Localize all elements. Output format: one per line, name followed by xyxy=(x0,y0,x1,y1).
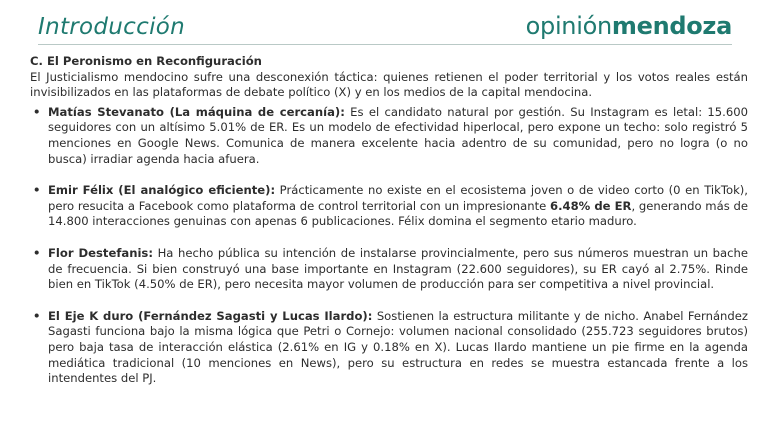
slide-content xyxy=(30,54,748,387)
logo-bold-text: mendoza xyxy=(611,12,732,40)
list-item-eje-k xyxy=(30,309,748,387)
item-text: Prácticamente no existe en el ecosistema joven o de video corto (0 en TikTok), pero resucita a Facebook como plataforma de control territorial con un impresionante xyxy=(48,183,748,213)
list-item-felix xyxy=(30,183,748,230)
item-name: El Eje K duro (Fernández Sagasti y Lucas Ilardo): xyxy=(48,308,373,323)
section-heading: C. El Peronismo en Reconfiguración xyxy=(30,54,262,68)
item-text: Sostienen la estructura militante y de nicho. Anabel Fernández Sagasti funciona bajo la misma lógica que Petri o Cornejo: volumen nacional consolidado (255.723 seguidores brutos) pero baja tasa de interacción elástica (2.61% en IG y 0.18% en X). Lucas Ilardo mantiene un pie firme en la agenda mediática tradicional (10 menciones en News), pero su estructura en redes se muestra estancada frente a los intendentes del PJ. xyxy=(48,308,748,386)
item-text-after: , generando más de 14.800 interacciones genuinas con apenas 6 publicaciones. Félix domina el segmento etario maduro. xyxy=(48,198,748,229)
list-item-stevanato xyxy=(30,105,748,167)
slide-title: Introducción xyxy=(38,14,186,40)
logo-light-text: opinión xyxy=(525,12,612,40)
section-intro: El Justicialismo mendocino sufre una desconexión táctica: quienes retienen el poder territorial y los votos reales están invisibilizados en las plataformas de debate político (X) y en los medios de la capital mendocina. xyxy=(30,69,748,100)
bullet-icon: • xyxy=(33,104,41,119)
item-highlight: 6.48% de ER xyxy=(550,198,632,213)
brand-logo xyxy=(526,12,732,40)
candidate-list xyxy=(30,105,748,387)
header-divider xyxy=(38,44,732,45)
item-text: Es el candidato natural por gestión. Su Instagram es letal: 15.600 seguidores con un altísimo 5.01% de ER. Es un modelo de efectividad hiperlocal, pero expone un techo: solo registró 5 menciones en Google News. Comunica de manera excelente hacia adentro de su comunidad, pero no logra (o no busca) irradiar agenda hacia afuera. xyxy=(48,104,748,166)
slide-header xyxy=(0,0,768,48)
bullet-icon: • xyxy=(33,245,41,260)
item-name: Emir Félix (El analógico eficiente): xyxy=(48,183,276,198)
bullet-icon: • xyxy=(33,308,41,323)
item-text: Ha hecho pública su intención de instalarse provincialmente, pero sus números muestran un bache de frecuencia. Si bien construyó una base importante en Instagram (22.600 seguidores), su ER cayó al 2.75%. Rinde bien en TikTok (4.50% de ER), pero necesita mayor volumen de producción para ser competitiva a nivel provincial. xyxy=(48,245,748,292)
bullet-icon: • xyxy=(33,183,41,198)
item-name: Matías Stevanato (La máquina de cercanía): xyxy=(48,104,345,119)
list-item-destefanis xyxy=(30,246,748,293)
item-name: Flor Destefanis: xyxy=(48,245,153,260)
